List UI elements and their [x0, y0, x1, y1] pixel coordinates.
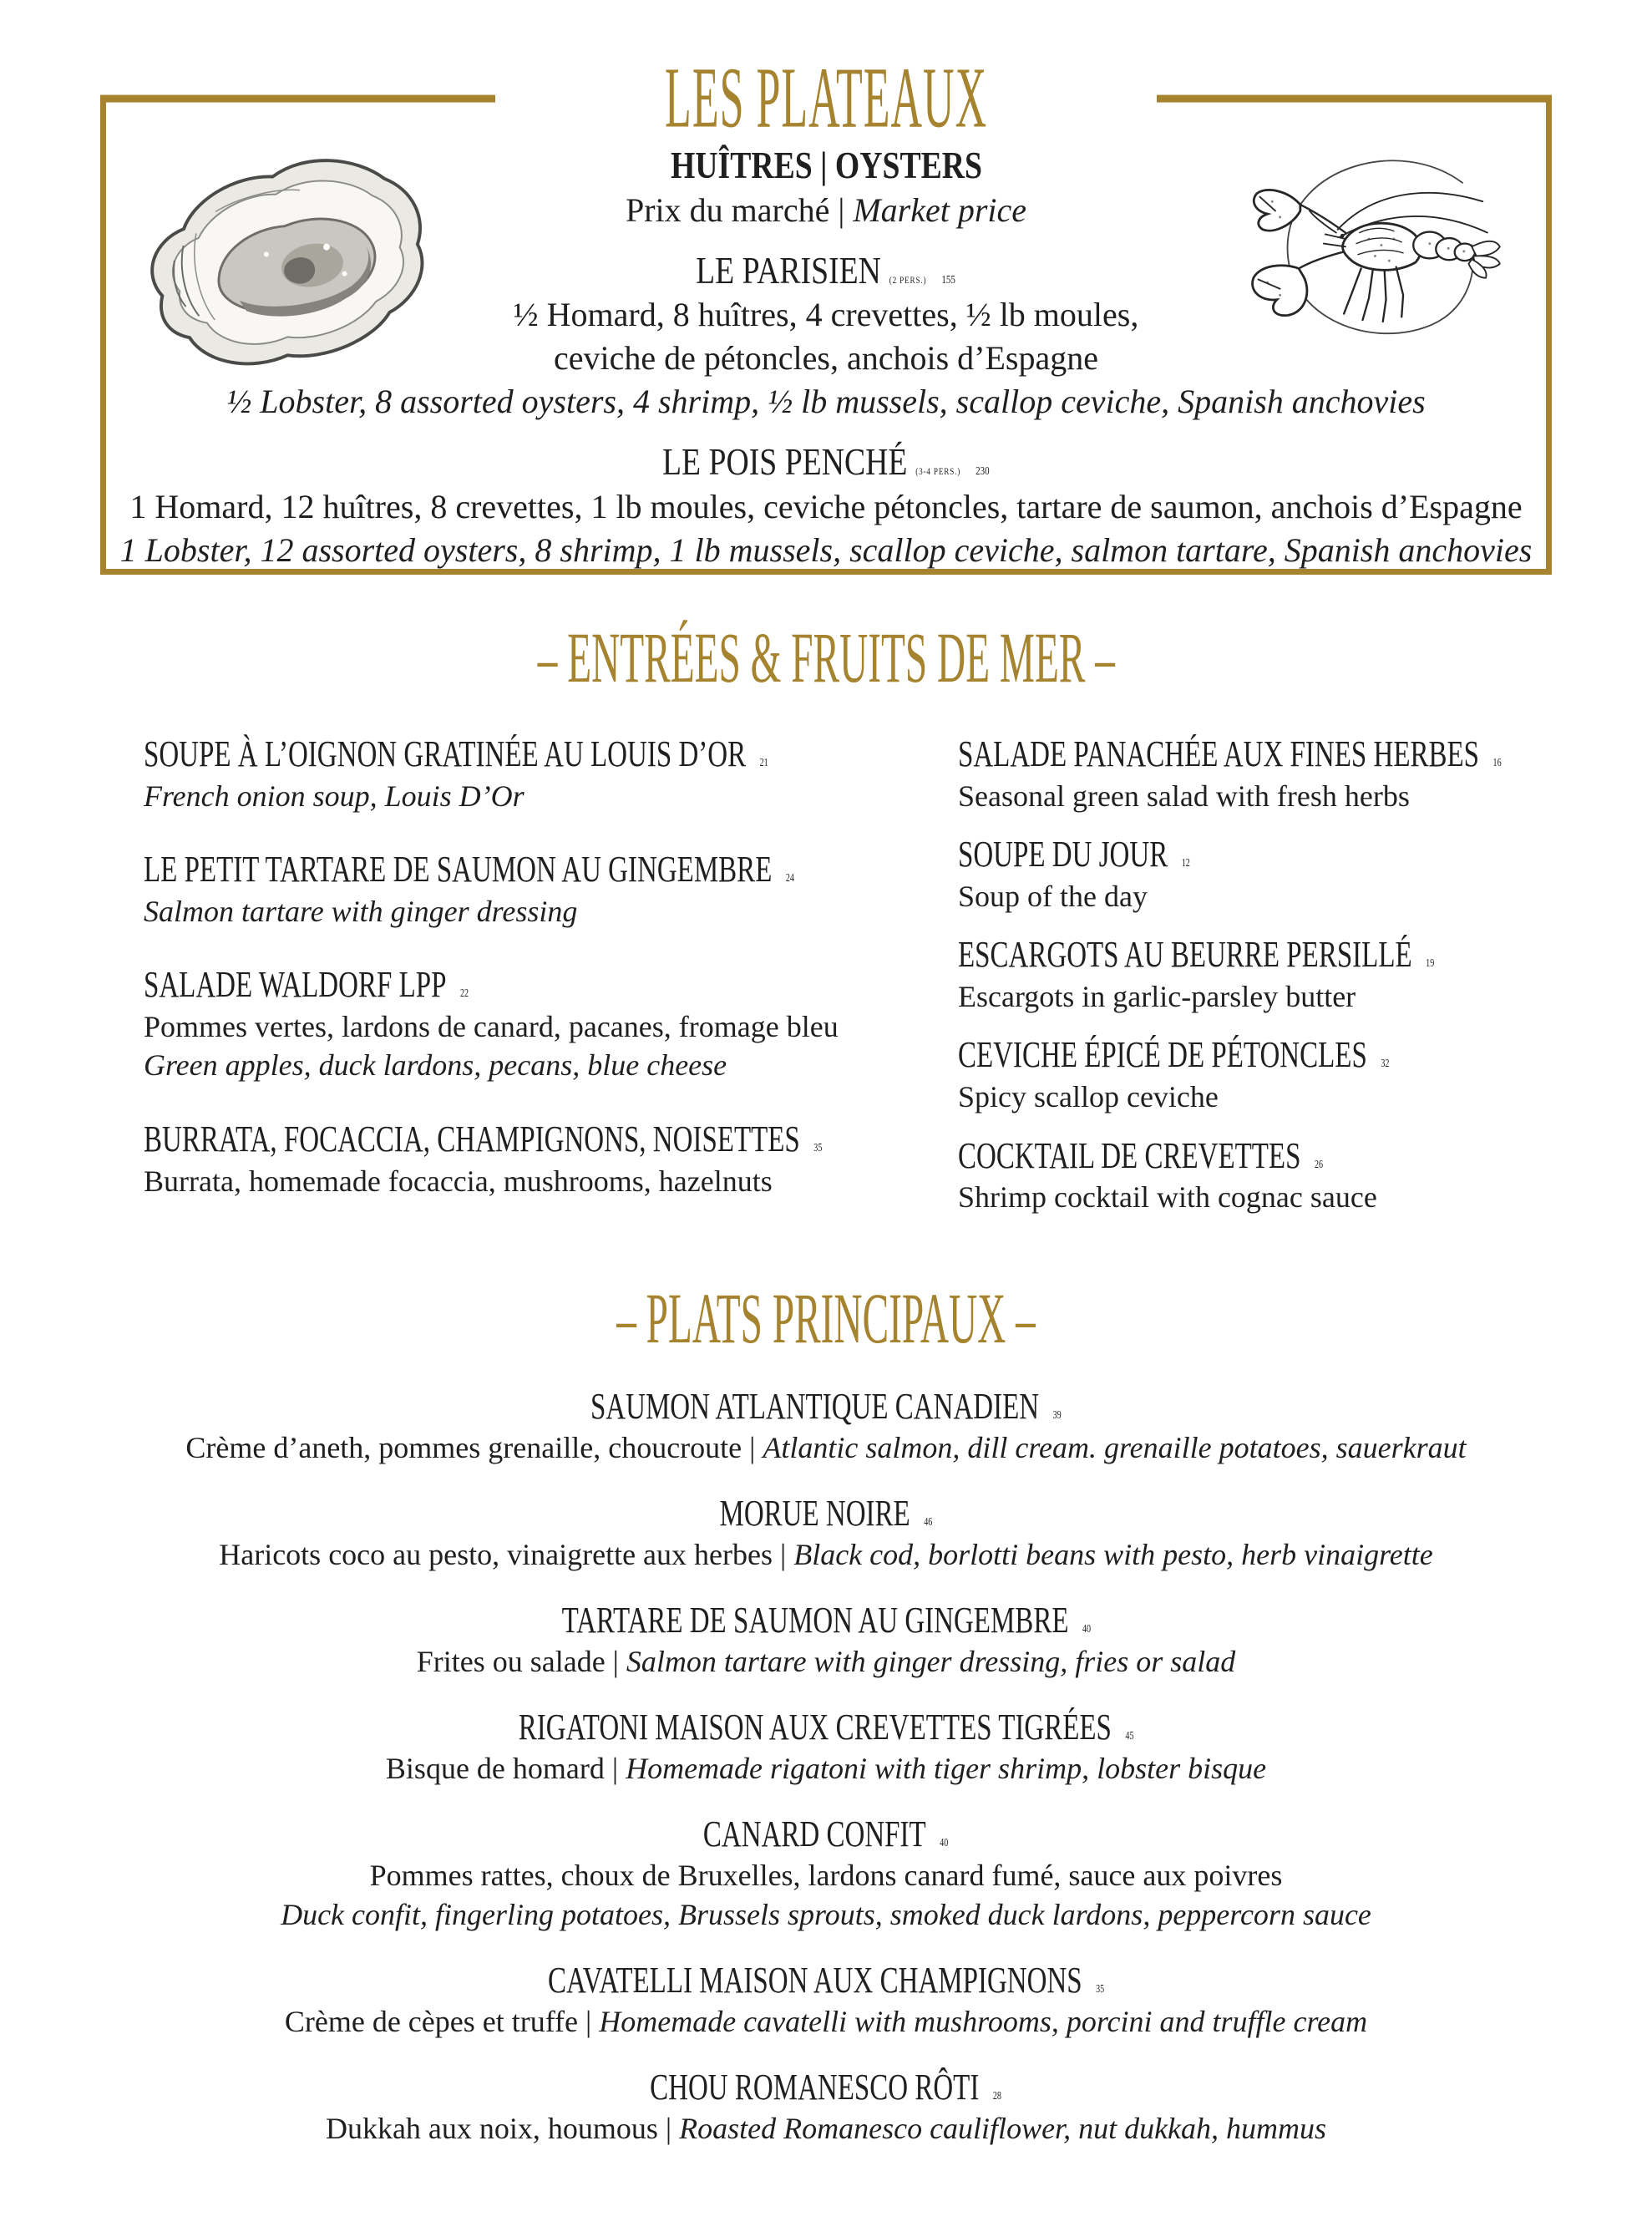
item-title: SOUPE À L’OIGNON GRATINÉE AU LOUIS D’OR — [144, 733, 747, 775]
item-price: 155 — [941, 272, 956, 286]
item-description-line — [144, 1046, 925, 1085]
text-segment: Seasonal green salad with fresh herbs — [958, 779, 1410, 813]
item-title: CEVICHE ÉPICÉ DE PÉTONCLES — [958, 1034, 1367, 1076]
text-segment: ½ Homard, 8 huîtres, 4 crevettes, ½ lb moules, — [513, 296, 1139, 334]
menu-item — [144, 849, 925, 931]
item-description-line — [109, 1856, 1543, 1895]
entrees-right-column — [958, 733, 1652, 1235]
item-price: 40 — [940, 1836, 949, 1849]
item-title-group — [697, 249, 956, 292]
text-segment: Escargots in garlic-parsley butter — [958, 979, 1356, 1013]
item-title: SALADE WALDORF LPP — [144, 964, 447, 1006]
text-segment: ceviche de pétoncles, anchois d’Espagne — [554, 339, 1098, 378]
item-description-line — [958, 977, 1652, 1017]
text-segment: Spicy scallop ceviche — [958, 1079, 1219, 1113]
item-title: SALADE PANACHÉE AUX FINES HERBES — [958, 733, 1480, 775]
item-price: 32 — [1381, 1057, 1390, 1070]
item-price: 35 — [1096, 1982, 1105, 1996]
text-segment: Prix du marché | — [625, 190, 854, 229]
item-title-group — [662, 440, 990, 484]
item-title-line — [109, 1960, 1543, 2001]
item-title: MORUE NOIRE — [719, 1492, 910, 1534]
item-title-group — [958, 1034, 1389, 1075]
item-title: LE POIS PENCHÉ — [662, 440, 908, 484]
text-segment: Crème de cèpes et truffe | — [284, 2005, 600, 2039]
item-description-line — [106, 529, 1546, 572]
menu-item — [144, 733, 925, 815]
text-segment: Shrimp cocktail with cognac sauce — [958, 1179, 1377, 1214]
entrees-columns — [144, 733, 1535, 1235]
section-heading-plats — [0, 1277, 1652, 1358]
item-title-line — [109, 1493, 1543, 1534]
item-title-group — [144, 849, 794, 890]
item-title: COCKTAIL DE CREVETTES — [958, 1134, 1301, 1176]
item-title: LE PETIT TARTARE DE SAUMON AU GINGEMBRE — [144, 849, 773, 890]
text-segment: Atlantic salmon, dill cream. grenaille potatoes, sauerkraut — [763, 1431, 1467, 1465]
menu-item — [144, 964, 925, 1085]
text-segment: Crème d’aneth, pommes grenaille, choucroute | — [185, 1431, 763, 1465]
text-segment: Homemade rigatoni with tiger shrimp, lobster bisque — [626, 1752, 1267, 1786]
item-description-line — [144, 892, 925, 931]
menu-item — [109, 1707, 1543, 1788]
item-price: 46 — [924, 1514, 933, 1528]
item-price: 12 — [1181, 856, 1190, 870]
item-title-group — [144, 1118, 822, 1159]
item-description-line — [144, 777, 925, 816]
item-title-line — [144, 849, 925, 890]
text-segment: Market price — [853, 190, 1027, 229]
text-segment: 1 Homard, 12 huîtres, 8 crevettes, 1 lb moules, ceviche pétoncles, tartare de saumon, anchois d’Espagne — [129, 487, 1523, 525]
item-description-line — [958, 1078, 1652, 1117]
item-title-line — [109, 2067, 1543, 2108]
item-description-line — [144, 1007, 925, 1047]
item-title-group — [703, 1813, 948, 1854]
item-persons: (3-4 PERS.) — [915, 467, 961, 478]
plats-list — [0, 1386, 1652, 2148]
text-segment: Homemade cavatelli with mushrooms, porcini and truffle cream — [599, 2005, 1368, 2039]
item-description-line — [144, 1162, 925, 1201]
item-price: 24 — [785, 871, 794, 885]
item-title-group — [958, 934, 1434, 975]
text-segment: Black cod, borlotti beans with pesto, herb vinaigrette — [793, 1538, 1433, 1572]
item-description-line — [109, 1749, 1543, 1788]
text-segment: Duck confit, fingerling potatoes, Brussels sprouts, smoked duck lardons, peppercorn sauce — [281, 1898, 1371, 1932]
item-title-line — [109, 1707, 1543, 1747]
item-price: 39 — [1052, 1408, 1062, 1421]
item-description-line — [109, 1428, 1543, 1468]
item-description-line — [109, 2109, 1543, 2148]
item-description-line — [958, 777, 1652, 816]
item-title: CAVATELLI MAISON AUX CHAMPIGNONS — [547, 1960, 1082, 2001]
item-title-line — [144, 733, 925, 774]
text-segment: Pommes rattes, choux de Bruxelles, lardons canard fumé, sauce aux poivres — [369, 1859, 1283, 1893]
menu-item — [958, 834, 1652, 916]
text-segment: Haricots coco au pesto, vinaigrette aux herbes | — [219, 1538, 794, 1572]
menu-item — [109, 1493, 1543, 1575]
item-title-line — [144, 964, 925, 1005]
section-heading-entrees — [0, 617, 1652, 697]
item-price: 35 — [813, 1141, 823, 1154]
item-title-group — [720, 1493, 933, 1534]
item-title-line — [958, 934, 1652, 975]
item-price: 28 — [993, 2089, 1002, 2103]
item-title: HUÎTRES | OYSTERS — [670, 144, 982, 186]
item-price: 22 — [459, 987, 469, 1000]
gold-rule-left — [100, 94, 495, 102]
item-title: RIGATONI MAISON AUX CREVETTES TIGRÉES — [518, 1707, 1112, 1748]
item-description-line — [109, 1535, 1543, 1575]
item-price: 19 — [1426, 956, 1435, 970]
item-title-line — [109, 1600, 1543, 1641]
item-title-line — [958, 1034, 1652, 1075]
text-segment: Frites ou salade | — [416, 1645, 626, 1679]
item-price: 16 — [1492, 756, 1502, 769]
section-heading-entrees-text: – ENTRÉES & FRUITS DE MER – — [537, 617, 1115, 697]
oyster-illustration — [128, 142, 455, 388]
item-title-group — [144, 964, 469, 1005]
menu-item — [109, 2067, 1543, 2148]
item-title-group — [590, 1386, 1062, 1427]
item-title-group — [958, 1135, 1323, 1176]
menu-page — [0, 49, 1652, 2237]
item-title: CANARD CONFIT — [703, 1813, 927, 1855]
item-title-line — [144, 1118, 925, 1159]
item-price: 230 — [975, 464, 990, 478]
item-persons: (2 PERS.) — [889, 275, 927, 286]
menu-item — [144, 1118, 925, 1200]
text-segment: Salmon tartare with ginger dressing, fries or salad — [626, 1645, 1236, 1679]
item-title-group — [519, 1707, 1134, 1747]
item-title: BURRATA, FOCACCIA, CHAMPIGNONS, NOISETTES — [144, 1118, 800, 1160]
item-title-line — [106, 440, 1546, 484]
page-title: LES PLATEAUX — [664, 49, 988, 146]
text-segment: Bisque de homard | — [385, 1752, 626, 1786]
item-title-line — [958, 733, 1652, 774]
item-title: TARTARE DE SAUMON AU GINGEMBRE — [561, 1600, 1069, 1641]
menu-item — [106, 440, 1546, 572]
item-title: LE PARISIEN — [696, 248, 882, 292]
section-heading-plats-text: – PLATS PRINCIPAUX – — [616, 1277, 1036, 1358]
item-description-line — [958, 1178, 1652, 1217]
text-segment: Soup of the day — [958, 879, 1148, 913]
item-description-line — [109, 1895, 1543, 1935]
text-segment: Pommes vertes, lardons de canard, pacanes, fromage bleu — [144, 1009, 839, 1043]
menu-item — [109, 1386, 1543, 1468]
menu-item — [109, 1600, 1543, 1682]
item-price: 26 — [1314, 1157, 1324, 1170]
item-title-group — [144, 733, 768, 774]
entrees-left-column — [144, 733, 925, 1235]
item-title-group — [548, 1960, 1104, 2001]
item-description-line — [106, 485, 1546, 529]
item-title: SAUMON ATLANTIQUE CANADIEN — [590, 1385, 1040, 1427]
item-title-line — [958, 834, 1652, 875]
menu-item — [109, 1813, 1543, 1935]
item-title-group — [561, 1600, 1090, 1641]
menu-item — [958, 733, 1652, 815]
text-segment: Salmon tartare with ginger dressing — [144, 894, 578, 928]
item-description-line — [958, 877, 1652, 916]
lobster-illustration — [1229, 145, 1509, 363]
text-segment: ½ Lobster, 8 assorted oysters, 4 shrimp, ½ lb mussels, scallop ceviche, Spanish anchovies — [226, 383, 1426, 421]
item-title-group — [651, 2067, 1002, 2108]
item-description-line — [109, 2002, 1543, 2042]
plateaux-box — [100, 49, 1552, 575]
menu-item — [109, 1960, 1543, 2042]
item-title-group — [670, 144, 981, 187]
item-title-group — [958, 733, 1502, 774]
item-title-line — [109, 1813, 1543, 1854]
item-title: CHOU ROMANESCO RÔTI — [650, 2067, 980, 2108]
item-title: ESCARGOTS AU BEURRE PERSILLÉ — [958, 934, 1412, 976]
item-price: 40 — [1082, 1622, 1091, 1636]
item-title-line — [958, 1135, 1652, 1176]
text-segment: 1 Lobster, 12 assorted oysters, 8 shrimp, 1 lb mussels, scallop ceviche, salmon tartare, Spanish anchovies — [119, 530, 1533, 569]
gold-rule-right — [1157, 94, 1552, 102]
item-description-line — [109, 1642, 1543, 1682]
menu-item — [958, 1135, 1652, 1217]
item-title-group — [958, 834, 1190, 875]
text-segment: Burrata, homemade focaccia, mushrooms, hazelnuts — [144, 1164, 773, 1198]
item-title: SOUPE DU JOUR — [958, 834, 1168, 875]
menu-item — [958, 1034, 1652, 1116]
item-title-line — [109, 1386, 1543, 1427]
text-segment: French onion soup, Louis D’Or — [144, 779, 524, 813]
plateaux-header — [100, 49, 1552, 146]
item-price: 21 — [759, 756, 768, 769]
text-segment: Green apples, duck lardons, pecans, blue cheese — [144, 1048, 727, 1083]
item-price: 45 — [1125, 1729, 1134, 1742]
menu-item — [958, 934, 1652, 1016]
text-segment: Dukkah aux noix, houmous | — [325, 2112, 680, 2146]
text-segment: Roasted Romanesco cauliflower, nut dukkah, hummus — [679, 2112, 1327, 2146]
